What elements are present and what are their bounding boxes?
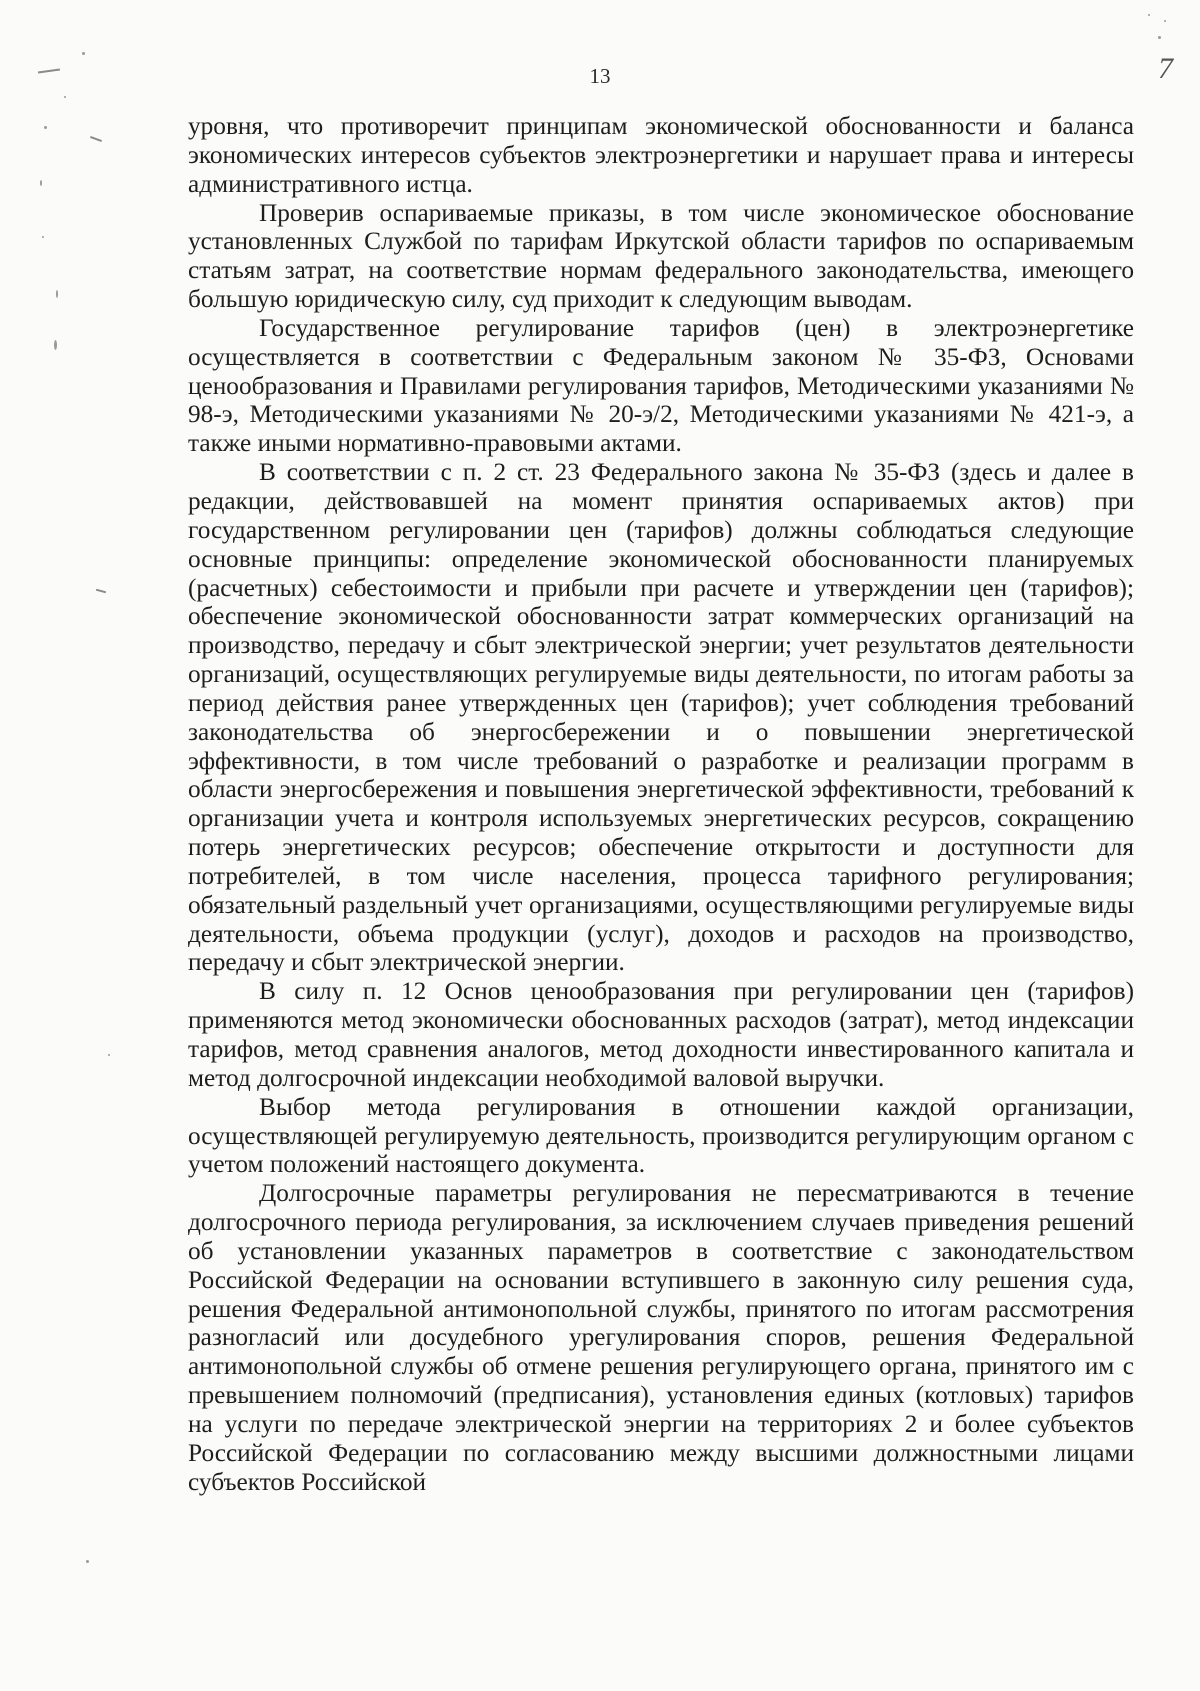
scan-artifact (1164, 20, 1166, 22)
scan-artifact (90, 136, 102, 142)
scan-artifact (42, 236, 44, 238)
scan-artifact (1148, 14, 1150, 16)
document-body (188, 112, 1134, 1497)
paragraph: Долгосрочные параметры регулирования не пересматриваются в течение долгосрочного периода регулирования, за исключением случаев приведения решений об установлении указанных параметров в соответствие с законодательством Российской Федерации на основании вступившего в законную силу решения суда, решения Федеральной антимонопольной службы, принятого по итогам рассмотрения разногласий или досудебного урегулирования споров, решения Федеральной антимонопольной службы об отмене решения регулирующего органа, принятого им с превышением полномочий (предписания), установления единых (котловых) тарифов на услуги по передаче электрической энергии на территориях 2 и более субъектов Российской Федерации по согласованию между высшими должностными лицами субъектов Российской (188, 1179, 1134, 1496)
scan-artifact (64, 96, 66, 98)
paragraph: Выбор метода регулирования в отношении каждой организации, осуществляющей регулируемую деятельность, производится регулирующим органом с учетом положений настоящего документа. (188, 1092, 1134, 1179)
scan-artifact (56, 290, 58, 298)
paragraph: уровня, что противоречит принципам экономической обоснованности и баланса экономических интересов субъектов электроэнергетики и нарушает права и интересы административного истца. (188, 112, 1134, 198)
scan-artifact (82, 52, 85, 55)
paragraph: В соответствии с п. 2 ст. 23 Федерального закона № 35-ФЗ (здесь и далее в редакции, действовавшей на момент принятия оспариваемых актов) при государственном регулировании цен (тарифов) должны соблюдаться следующие основные принципы: определение экономической обоснованности планируемых (расчетных) себестоимости и прибыли при расчете и утверждении цен (тарифов); обеспечение экономической обоснованности затрат коммерческих организаций на производство, передачу и сбыт электрической энергии; учет результатов деятельности организаций, осуществляющих регулируемые виды деятельности, по итогам работы за период действия ранее утвержденных цен (тарифов); учет соблюдения требований законодательства об энергосбережении и о повышении энергетической эффективности, в том числе требований о разработке и реализации программ в области энергосбережения и повышения энергетической эффективности, требований к организации учета и контроля используемых энергетических ресурсов, сокращению потерь энергетических ресурсов; обеспечение открытости и доступности для потребителей, в том числе населения, процесса тарифного регулирования; обязательный раздельный учет организациями, осуществляющими регулируемые виды деятельности, объема продукции (услуг), доходов и расходов на производство, передачу и сбыт электрической энергии. (188, 458, 1134, 977)
scan-artifact (108, 1054, 110, 1056)
scan-artifact (1158, 36, 1161, 39)
scan-artifact (40, 180, 42, 186)
page-number: 13 (589, 64, 611, 88)
paragraph: Государственное регулирование тарифов (цен) в электроэнергетике осуществляется в соответствии с Федеральным законом № 35-ФЗ, Основами ценообразования и Правилами регулирования тарифов, Методическими указаниями № 98-э, Методическими указаниями № 20-э/2, Методическими указаниями № 421-э, а также иными нормативно-правовыми актами. (188, 313, 1134, 458)
handwritten-page-mark: 7 (1158, 52, 1173, 85)
paragraph: В силу п. 12 Основ ценообразования при регулировании цен (тарифов) применяются метод экономически обоснованных расходов (затрат), метод индексации тарифов, метод сравнения аналогов, метод доходности инвестированного капитала и метод долгосрочной индексации необходимой валовой выручки. (188, 977, 1134, 1092)
scan-artifact (54, 340, 57, 350)
scan-artifact (86, 1560, 89, 1563)
scan-artifact (96, 589, 106, 594)
paragraph: Проверив оспариваемые приказы, в том числе экономическое обоснование установленных Службой по тарифам Иркутской области тарифов по оспариваемым статьям затрат, на соответствие нормам федерального законодательства, имеющего большую юридическую силу, суд приходит к следующим выводам. (188, 198, 1134, 314)
scan-artifact (44, 126, 47, 129)
